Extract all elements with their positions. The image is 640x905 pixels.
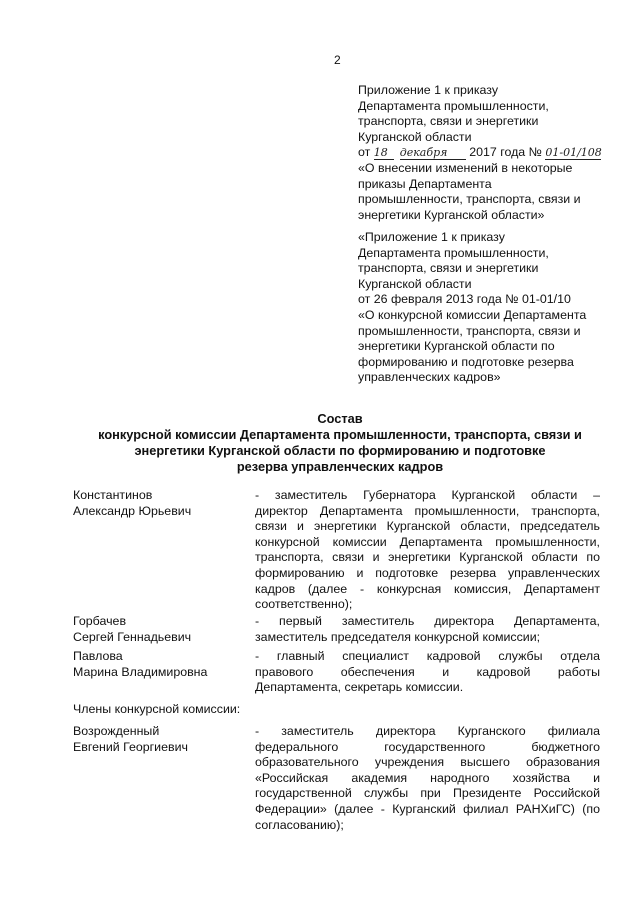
appendix-subject-line: «О внесении изменений в некоторые: [358, 160, 573, 175]
appendix-line: транспорта, связи и энергетики: [358, 261, 539, 276]
role-line: - заместитель директора Курганского филиала: [255, 724, 600, 738]
member-role: [255, 724, 600, 833]
role-line: директор Департамента промышленности, транспорта,: [255, 503, 600, 518]
appendix-line: Курганской области: [358, 276, 472, 291]
member-given-name: Евгений Георгиевич: [73, 739, 188, 754]
role-line: согласованию);: [255, 817, 344, 832]
role-line: формированию и подготовке резерва управленческих: [255, 565, 600, 580]
date-prefix: от: [358, 145, 371, 160]
role-line: правового обеспечения и кадровой работы: [255, 664, 600, 679]
appendix-current-header: [358, 83, 618, 223]
member-surname: Горбачев: [73, 614, 127, 628]
role-line: связи и энергетики Курганской области, председатель: [255, 519, 600, 534]
appendix-line: «О конкурсной комиссии Департамента: [358, 307, 587, 322]
title-line: конкурсной комиссии Департамента промышленности, транспорта, связи и: [98, 427, 582, 442]
appendix-line: «Приложение 1 к приказу: [358, 230, 505, 244]
members-label: Члены конкурсной комиссии:: [73, 702, 241, 716]
appendix-subject-line: энергетики Курганской области»: [358, 207, 545, 222]
role-line: конкурсной комиссии Департамента промышленности,: [255, 534, 600, 549]
page-number: 2: [334, 53, 341, 67]
member-given-name: Марина Владимировна: [73, 664, 208, 679]
role-line: «Российская академия народного хозяйства и: [255, 770, 600, 785]
role-line: государственной службы при Президенте Российской: [255, 786, 600, 801]
member-name: [73, 614, 253, 645]
role-line: соответственно);: [255, 597, 353, 612]
role-line: заместитель председателя конкурсной комиссии;: [255, 629, 541, 644]
appendix-subject-line: приказы Департамента: [358, 176, 492, 191]
role-line: транспорта, связи и энергетики Курганской области по: [255, 550, 600, 565]
role-line: федерального государственного бюджетного: [255, 739, 600, 754]
appendix-subject-line: промышленности, транспорта, связи и: [358, 192, 581, 207]
member-given-name: Сергей Геннадьевич: [73, 629, 192, 644]
appendix-line: формированию и подготовке резерва: [358, 354, 574, 369]
role-line: Департамента, секретарь комиссии.: [255, 680, 464, 695]
member-surname: Павлова: [73, 649, 123, 663]
handwritten-month: декабря: [400, 147, 466, 160]
title-line: энергетики Курганской области по формированию и подготовке: [134, 443, 546, 458]
member-surname: Возрожденный: [73, 724, 160, 738]
member-surname: Константинов: [73, 488, 153, 502]
member-role: [255, 649, 600, 696]
member-name: [73, 488, 253, 519]
appendix-original-header: [358, 230, 618, 386]
title-heading: Состав: [317, 411, 363, 426]
member-given-name: Александр Юрьевич: [73, 503, 192, 518]
member-role: [255, 614, 600, 645]
handwritten-day: 18: [374, 147, 394, 160]
role-line: Федерации» (далее - Курганский филиал РАНХиГС) (по: [255, 801, 600, 816]
appendix-line: Приложение 1 к приказу: [358, 83, 499, 97]
role-line: - первый заместитель директора Департамента,: [255, 614, 600, 628]
appendix-date-line: [358, 145, 618, 161]
appendix-line: Департамента промышленности,: [358, 245, 549, 260]
member-name: [73, 724, 253, 755]
appendix-line: Департамента промышленности,: [358, 98, 549, 113]
document-title: [70, 411, 610, 475]
date-year: 2017 года №: [469, 145, 542, 160]
role-line: - заместитель Губернатора Курганской области –: [255, 488, 600, 502]
appendix-line: промышленности, транспорта, связи и: [358, 323, 581, 338]
appendix-line: управленческих кадров»: [358, 370, 501, 385]
appendix-line: Курганской области: [358, 129, 472, 144]
member-role: [255, 488, 600, 613]
role-line: образовательного учреждения высшего образования: [255, 755, 600, 770]
role-line: кадров (далее - конкурсная комиссия, Департамент: [255, 581, 600, 596]
role-line: - главный специалист кадровой службы отдела: [255, 649, 600, 663]
handwritten-number: 01-01/108: [545, 146, 602, 160]
title-line: резерва управленческих кадров: [236, 459, 444, 474]
appendix-line: транспорта, связи и энергетики: [358, 114, 539, 129]
appendix-line: от 26 февраля 2013 года № 01-01/10: [358, 292, 571, 307]
member-name: [73, 649, 253, 680]
appendix-line: энергетики Курганской области по: [358, 339, 555, 354]
